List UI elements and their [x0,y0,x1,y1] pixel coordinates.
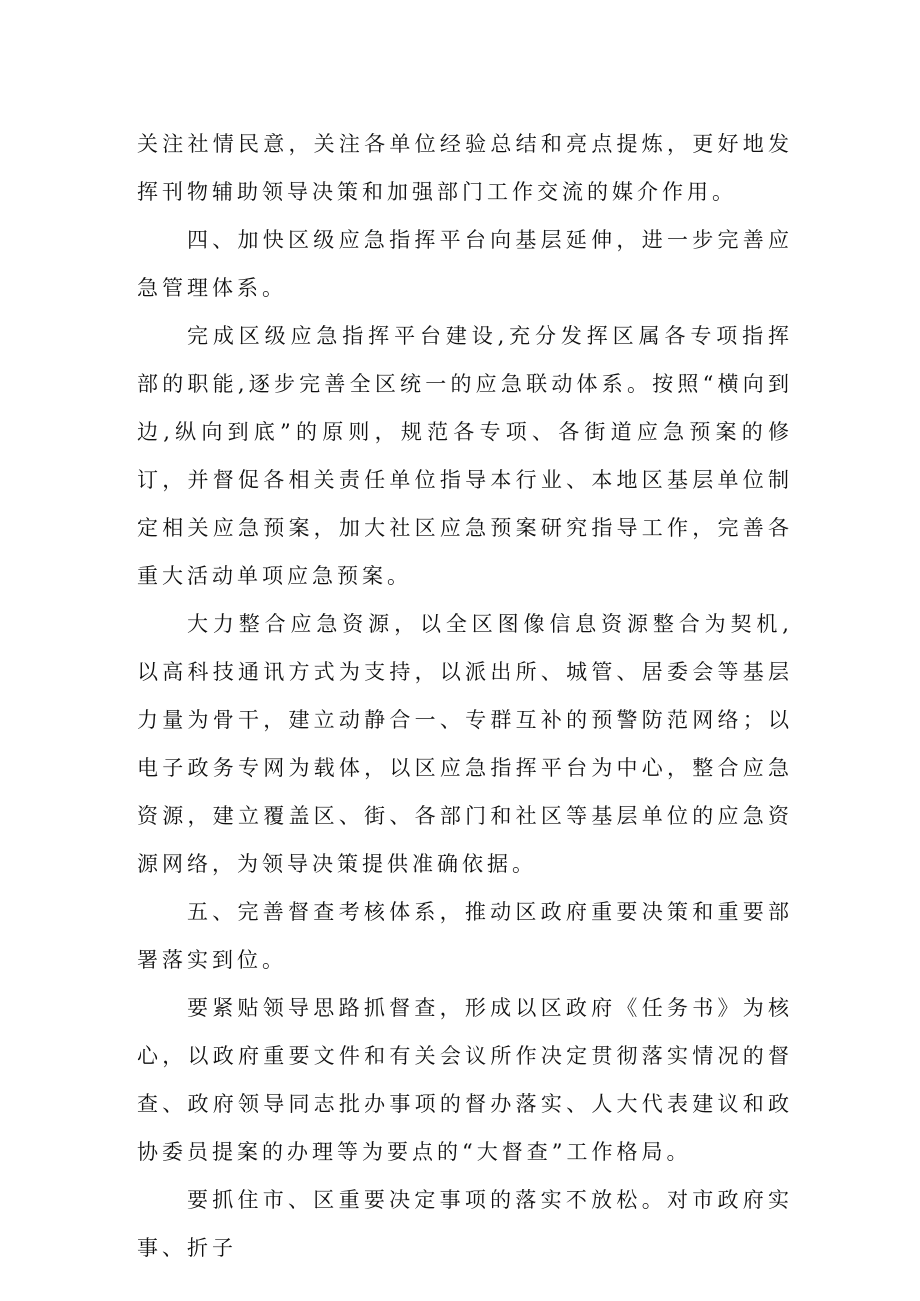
paragraph-implementation: 要抓住市、区重要决定事项的落实不放松。对市政府实事、折子 [137,1188,793,1260]
document-body [137,120,793,1272]
section-heading-five: 五、完善督查考核体系，推动区政府重要决策和重要部署落实到位。 [137,900,793,972]
section-heading-four: 四、加快区级应急指挥平台向基层延伸，进一步完善应急管理体系。 [137,228,793,300]
paragraph-platform-construction: 完成区级应急指挥平台建设,充分发挥区属各专项指挥部的职能,逐步完善全区统一的应急联动体系。按照“横向到边,纵向到底”的原则，规范各专项、各街道应急预案的修订，并督促各相关责任单位指导本行业、本地区基层单位制定相关应急预案，加大社区应急预案研究指导工作，完善各重大活动单项应急预案。 [137,324,793,588]
paragraph-continuation: 关注社情民意，关注各单位经验总结和亮点提炼，更好地发挥刊物辅助领导决策和加强部门工作交流的媒介作用。 [137,132,793,204]
paragraph-supervision: 要紧贴领导思路抓督查，形成以区政府《任务书》为核心，以政府重要文件和有关会议所作决定贯彻落实情况的督查、政府领导同志批办事项的督办落实、人大代表建议和政协委员提案的办理等为要点的“大督查”工作格局。 [137,996,793,1164]
paragraph-resource-integration: 大力整合应急资源，以全区图像信息资源整合为契机,以高科技通讯方式为支持，以派出所、城管、居委会等基层力量为骨干，建立动静合一、专群互补的预警防范网络；以电子政务专网为载体，以区应急指挥平台为中心，整合应急资源，建立覆盖区、街、各部门和社区等基层单位的应急资源网络，为领导决策提供准确依据。 [137,612,793,876]
